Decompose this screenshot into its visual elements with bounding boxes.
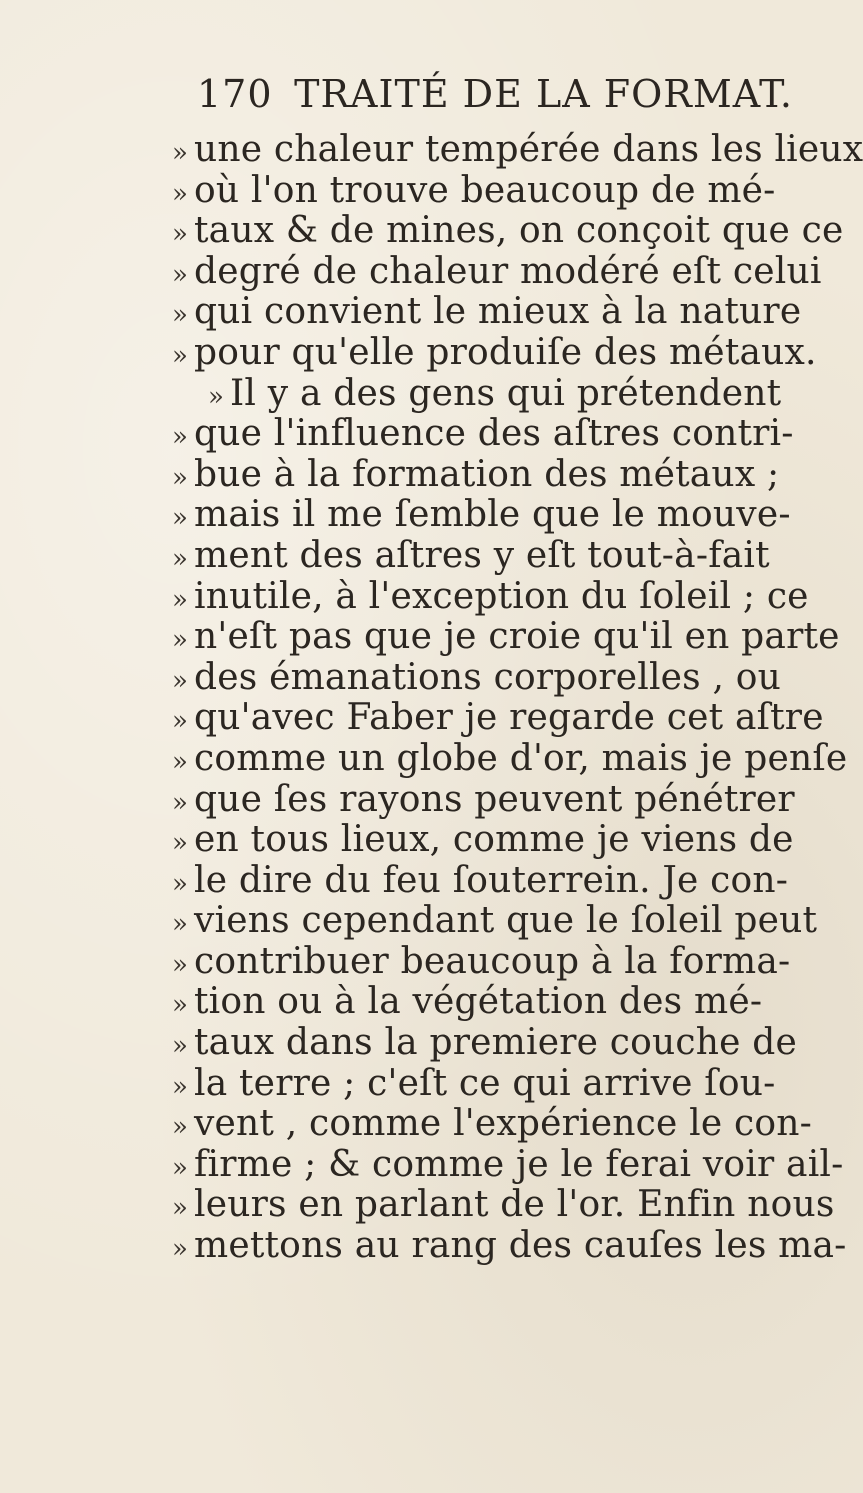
text-line — [172, 1022, 798, 1064]
line-text: vent , comme l'expérience le con- — [194, 1103, 813, 1145]
text-line — [172, 1225, 847, 1267]
text-line — [172, 859, 789, 902]
line-text: inutile, à l'exception du ſoleil ; ce — [194, 575, 809, 617]
line-text: Il y a des gens qui prétendent — [230, 372, 782, 414]
quotation-mark: » — [172, 300, 188, 331]
quotation-mark: » — [172, 1031, 188, 1062]
text-line — [172, 169, 776, 212]
line-text: taux & de mines, on conçoit que ce — [194, 210, 844, 252]
text-line — [172, 494, 791, 536]
text-line — [172, 1184, 835, 1226]
quotation-mark: » — [172, 259, 188, 290]
quotation-mark: » — [172, 543, 188, 574]
text-line — [172, 575, 809, 618]
quotation-mark: » — [172, 219, 188, 250]
line-text: que ſes rayons peuvent pénétrer — [194, 778, 795, 820]
line-text: contribuer beaucoup à la forma- — [194, 940, 791, 982]
line-text: le dire du feu ſouterrein. Je con- — [194, 859, 789, 901]
text-line — [172, 656, 782, 699]
line-text: degré de chaleur modéré eſt celui — [194, 250, 822, 292]
quotation-mark: » — [172, 1112, 188, 1143]
text-line — [172, 291, 802, 333]
text-line — [172, 900, 818, 942]
line-text: viens cependant que le ſoleil peut — [194, 900, 818, 942]
quotation-mark: » — [172, 706, 188, 737]
text-line — [172, 697, 824, 739]
line-text: en tous lieux, comme je viens de — [194, 819, 794, 861]
text-line — [172, 982, 772, 1023]
quotation-mark: » — [208, 381, 224, 412]
line-text: pour qu'elle produiſe des métaux. — [194, 331, 817, 373]
text-line — [172, 778, 795, 821]
quotation-mark: » — [172, 990, 188, 1021]
quotation-mark: » — [172, 787, 188, 818]
text-line — [172, 1103, 813, 1145]
quotation-mark: » — [172, 1071, 188, 1102]
quotation-mark: » — [172, 1152, 188, 1183]
line-text: des émanations corporelles , ou — [194, 656, 782, 698]
line-text: taux dans la premiere couche de — [194, 1022, 798, 1064]
quotation-mark: » — [172, 138, 188, 168]
text-line — [172, 250, 822, 293]
line-text: qui convient le mieux à la nature — [194, 291, 802, 333]
line-text: que l'influence des aſtres contri- — [194, 413, 794, 455]
line-text: ment des aſtres y eſt tout-à-fait — [194, 534, 770, 576]
running-title: TRAITÉ DE LA FORMAT. — [294, 72, 793, 116]
quotation-mark: » — [172, 949, 188, 980]
line-text: une chaleur tempérée dans les lieux — [194, 129, 863, 170]
text-line — [172, 453, 780, 496]
quotation-mark: » — [172, 422, 188, 453]
text-line — [172, 616, 840, 658]
quotation-mark: » — [172, 340, 188, 371]
text-line — [172, 940, 791, 983]
text-line — [172, 413, 794, 455]
line-text: bue à la formation des métaux ; — [194, 453, 780, 495]
quotation-mark: » — [172, 909, 188, 940]
line-text: comme un globe d'or, mais je penſe — [194, 737, 848, 779]
page-number: 170 — [197, 72, 273, 116]
line-text: n'eſt pas que je croie qu'il en parte — [194, 616, 840, 658]
line-text: firme ; & comme je le ferai voir ail- — [194, 1143, 844, 1185]
text-line — [172, 129, 863, 171]
text-line — [172, 1062, 776, 1105]
quotation-mark: » — [172, 828, 188, 859]
quotation-mark: » — [172, 868, 188, 899]
quotation-mark: » — [172, 625, 188, 656]
quotation-mark: » — [172, 178, 188, 209]
text-line — [172, 1143, 844, 1186]
text-line — [172, 210, 844, 252]
quotation-mark: » — [172, 1234, 188, 1265]
text-line — [172, 331, 817, 374]
page-header — [197, 72, 793, 126]
quotation-mark: » — [172, 746, 188, 777]
line-text: où l'on trouve beaucoup de mé- — [194, 169, 776, 211]
line-text: mais il me ſemble que le mouve- — [194, 494, 791, 536]
line-text: tion ou à la végétation des mé- — [194, 981, 763, 1023]
line-text: leurs en parlant de l'or. Enfin nous — [194, 1184, 835, 1226]
text-line — [172, 737, 848, 780]
line-text: la terre ; c'eſt ce qui arrive ſou- — [194, 1062, 776, 1104]
quotation-mark: » — [172, 462, 188, 493]
line-text: qu'avec Faber je regarde cet aſtre — [194, 697, 824, 739]
text-line — [172, 372, 782, 415]
quotation-mark: » — [172, 665, 188, 696]
quotation-mark: » — [172, 584, 188, 615]
body-text — [172, 129, 863, 1267]
line-text: mettons au rang des cauſes les ma- — [194, 1225, 847, 1267]
text-line — [172, 819, 794, 861]
quotation-mark: » — [172, 503, 188, 534]
quotation-mark: » — [172, 1193, 188, 1224]
text-line — [172, 536, 772, 577]
